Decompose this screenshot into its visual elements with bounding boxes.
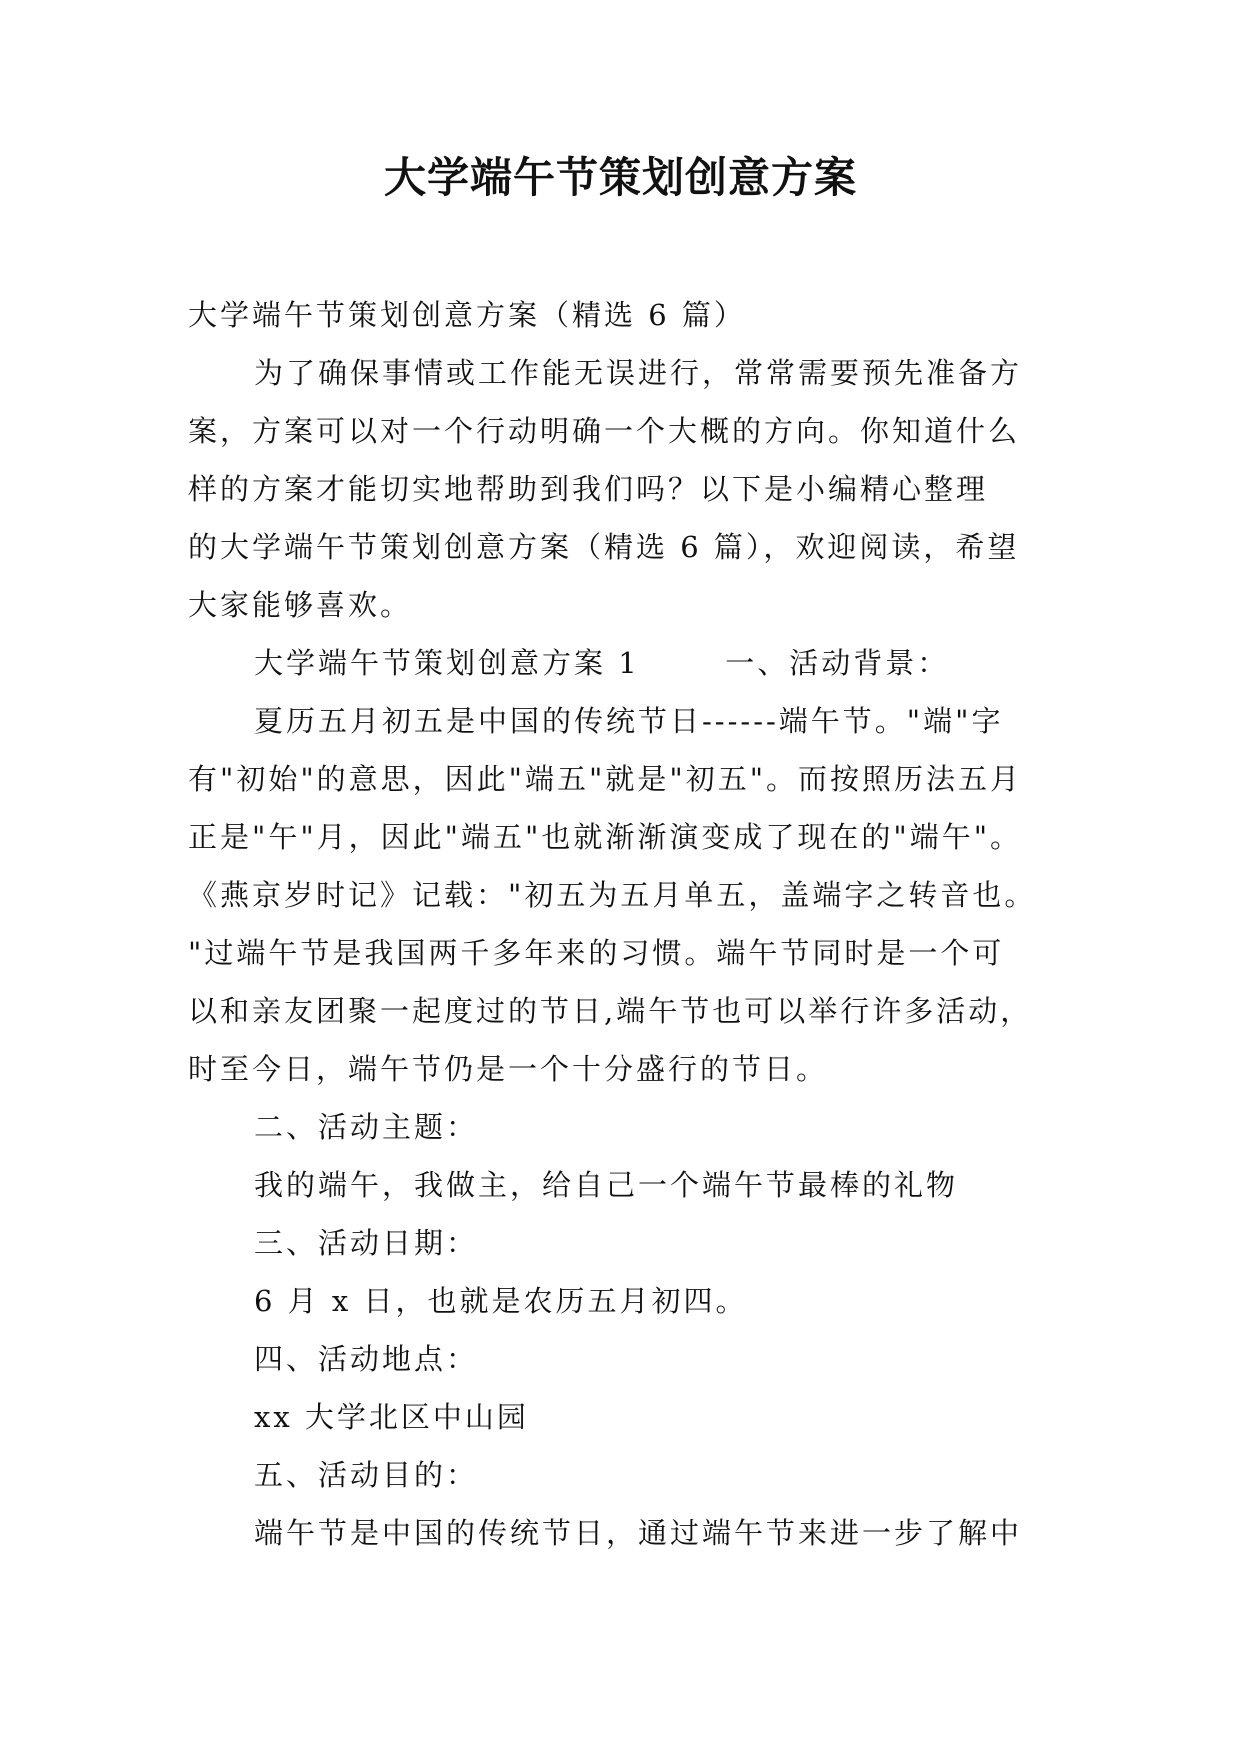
document-title: 大学端午节策划创意方案: [383, 153, 857, 202]
body-line: 案，方案可以对一个行动明确一个大概的方向。你知道什么: [188, 414, 1021, 448]
body-line: 的大学端午节策划创意方案（精选 6 篇），欢迎阅读，希望: [188, 530, 1020, 564]
section-heading: 三、活动日期：: [254, 1226, 479, 1260]
body-line: 有"初始"的意思，因此"端五"就是"初五"。而按照历法五月: [188, 762, 1023, 796]
body-line: 《燕京岁时记》记载："初五为五月单五，盖端字之转音也。: [188, 878, 1037, 912]
section-heading: 四、活动地点：: [254, 1342, 479, 1376]
section-heading: 二、活动主题：: [254, 1110, 479, 1144]
body-line: 6 月 x 日，也就是农历五月初四。: [254, 1284, 748, 1318]
document-body: [188, 286, 1058, 1562]
body-line: 大学端午节策划创意方案（精选 6 篇）: [188, 298, 746, 332]
section-heading: 五、活动目的：: [254, 1458, 479, 1492]
body-line: 大学端午节策划创意方案 1 一、活动背景：: [254, 646, 950, 680]
body-line: 端午节是中国的传统节日，通过端午节来进一步了解中: [254, 1516, 1023, 1550]
body-line: 正是"午"月，因此"端五"也就渐渐演变成了现在的"端午"。: [188, 820, 1023, 854]
body-line: 时至今日，端午节仍是一个十分盛行的节日。: [188, 1052, 829, 1086]
body-line: 为了确保事情或工作能无误进行，常常需要预先准备方: [254, 356, 1023, 390]
body-line: 以和亲友团聚一起度过的节日,端午节也可以举行许多活动，: [188, 994, 1033, 1028]
body-line: 夏历五月初五是中国的传统节日------端午节。"端"字: [254, 704, 1004, 738]
body-line: 样的方案才能切实地帮助到我们吗？以下是小编精心整理: [188, 472, 989, 506]
body-line: 大家能够喜欢。: [188, 588, 413, 622]
body-line: 我的端午，我做主，给自己一个端午节最棒的礼物: [254, 1168, 959, 1202]
body-line: "过端午节是我国两千多年来的习惯。端午节同时是一个可: [188, 936, 1005, 970]
body-line: xx 大学北区中山园: [254, 1400, 529, 1434]
